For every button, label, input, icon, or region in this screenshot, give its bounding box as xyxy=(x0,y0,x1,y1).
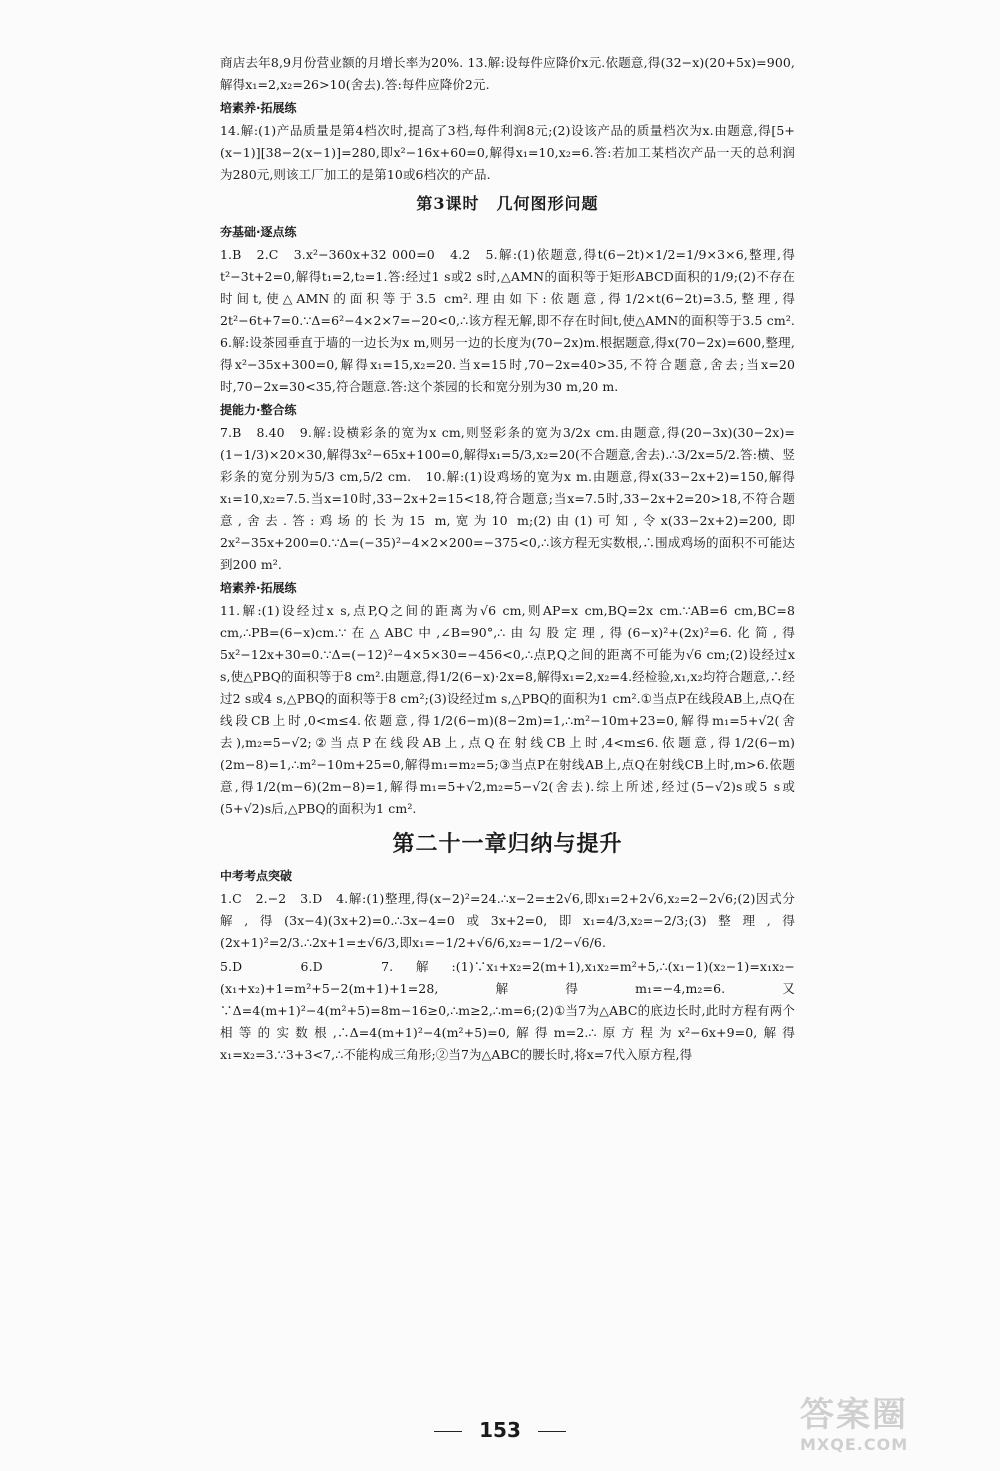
watermark xyxy=(800,1395,980,1465)
watermark-site: MXQE.COM xyxy=(800,1435,909,1454)
section-subheading: 中考考点突破 xyxy=(220,869,293,883)
page-number-right-dash xyxy=(538,1431,566,1432)
answer-paragraph: 7.B 8.40 9.解:设横彩条的宽为x cm,则竖彩条的宽为3/2x cm.由题意,得(20−3x)(30−2x)=(1−1/3)×20×30,解得3x²−65x+100=0,解得x₁=5/3,x₂=20(不合题意,舍去).∴3/2x=5/2.答:横、竖彩条的宽分别为5/3 cm,5/2 cm. 10.解:(1)设鸡场的宽为x m.由题意,得x(33−2x+2)=150,解得x₁=10,x₂=7.5.当x=10时,33−2x+2=15<18,符合题意;当x=7.5时,33−2x+2=20>18,不符合题意,舍去.答:鸡场的长为15 m,宽为10 m;(2)由(1)可知,令x(33−2x+2)=200,即2x²−35x+200=0.∵Δ=(−35)²−4×2×200=−375<0,∴该方程无实数根,∴围成鸡场的面积不可能达到200 m². xyxy=(220,425,795,572)
answer-paragraph: 1.B 2.C 3.x²−360x+32 000=0 4.2 5.解:(1)依题意,得t(6−2t)×1/2=1/9×3×6,整理,得t²−3t+2=0,解得t₁=2,t₂=1.答:经过1 s或2 s时,△AMN的面积等于矩形ABCD面积的1/9;(2)不存在时间t,使△AMN的面积等于3.5 cm².理由如下:依题意,得1/2×t(6−2t)=3.5,整理,得2t²−6t+7=0.∵Δ=6²−4×2×7=−20<0,∴该方程无解,即不存在时间t,使△AMN的面积等于3.5 cm². 6.解:设茶园垂直于墙的一边长为x m,则另一边的长度为(70−2x)m.根据题意,得x(70−2x)=600,整理,得x²−35x+300=0,解得x₁=15,x₂=20.当x=15时,70−2x=40>35,不符合题意,舍去;当x=20时,70−2x=30<35,符合题意.答:这个茶园的长和宽分别为30 m,20 m. xyxy=(220,247,808,394)
section-subheading: 培素养·拓展练 xyxy=(220,581,297,595)
answer-paragraph: 1.C 2.−2 3.D 4.解:(1)整理,得(x−2)²=24.∴x−2=±2√6,即x₁=2+2√6,x₂=2−2√6;(2)因式分解,得(3x−4)(3x+2)=0.∴3x−4=0或3x+2=0,即x₁=4/3,x₂=−2/3;(3)整理,得(2x+1)²=2/3.∴2x+1=±√6/3,即x₁=−1/2+√6/6,x₂=−1/2−√6/6. xyxy=(220,891,795,950)
watermark-logo: 答案圈 xyxy=(800,1395,908,1435)
section-subheading: 夯基础·逐点练 xyxy=(220,225,297,239)
answer-paragraph: 14.解:(1)产品质量是第4档次时,提高了3档,每件利润8元;(2)设该产品的质量档次为x.由题意,得[5+(x−1)][38−2(x−1)]=280,即x²−16x+60=0,解得x₁=10,x₂=6.答:若加工某档次产品一天的总利润为280元,则该工厂加工的是第10或6档次的产品. xyxy=(220,123,795,182)
section-subheading: 培素养·拓展练 xyxy=(220,101,297,115)
lesson-title: 第3课时 几何图形问题 xyxy=(416,194,599,213)
answer-paragraph: 商店去年8,9月份营业额的月增长率为20%. 13.解:设每件应降价x元.依题意,得(32−x)(20+5x)=900,解得x₁=2,x₂=26>10(舍去).答:每件应降价2元. xyxy=(220,55,795,92)
answer-paragraph: 11.解:(1)设经过x s,点P,Q之间的距离为√6 cm,则AP=x cm,BQ=2x cm.∵AB=6 cm,BC=8 cm,∴PB=(6−x)cm.∵在△ABC中,∠B=90°,∴由勾股定理,得(6−x)²+(2x)²=6.化简,得5x²−12x+30=0.∵Δ=(−12)²−4×5×30=−456<0,∴点P,Q之间的距离不可能为√6 cm;(2)设经过x s,使△PBQ的面积等于8 cm².由题意,得1/2(6−x)·2x=8,解得x₁=2,x₂=4.经检验,x₁,x₂均符合题意,∴经过2 s或4 s,△PBQ的面积等于8 cm²;(3)设经过m s,△PBQ的面积为1 cm².①当点P在线段AB上,点Q在线段CB上时,0<m≤4.依题意,得1/2(6−m)(8−2m)=1,∴m²−10m+23=0,解得m₁=5+√2(舍去),m₂=5−√2;②当点P在线段AB上,点Q在射线CB上时,4<m≤6.依题意,得1/2(6−m)(2m−8)=1,∴m²−10m+25=0,解得m₁=m₂=5;③当点P在射线AB上,点Q在射线CB上时,m>6.依题意,得1/2(m−6)(2m−8)=1,解得m₁=5+√2,m₂=5−√2(舍去).综上所述,经过(5−√2)s或5 s或(5+√2)s后,△PBQ的面积为1 cm². xyxy=(220,603,795,816)
answer-paragraph: 5.D 6.D 7.解:(1)∵x₁+x₂=2(m+1),x₁x₂=m²+5,∴(x₁−1)(x₂−1)=x₁x₂−(x₁+x₂)+1=m²+5−2(m+1)+1=28,解得m₁=−4,m₂=6.又∵Δ=4(m+1)²−4(m²+5)=8m−16≥0,∴m≥2,∴m=6;(2)①当7为△ABC的底边长时,此时方程有两个相等的实数根,∴Δ=4(m+1)²−4(m²+5)=0,解得m=2.∴原方程为x²−6x+9=0,解得x₁=x₂=3.∵3+3<7,∴不能构成三角形;②当7为△ABC的腰长时,将x=7代入原方程,得 xyxy=(220,959,795,1062)
chapter-title: 第二十一章归纳与提升 xyxy=(392,831,623,857)
page-number-value: 153 xyxy=(479,1418,521,1442)
page-number-left-dash xyxy=(434,1431,462,1432)
answer-text-body xyxy=(220,52,808,1068)
section-subheading: 提能力·整合练 xyxy=(220,403,297,417)
